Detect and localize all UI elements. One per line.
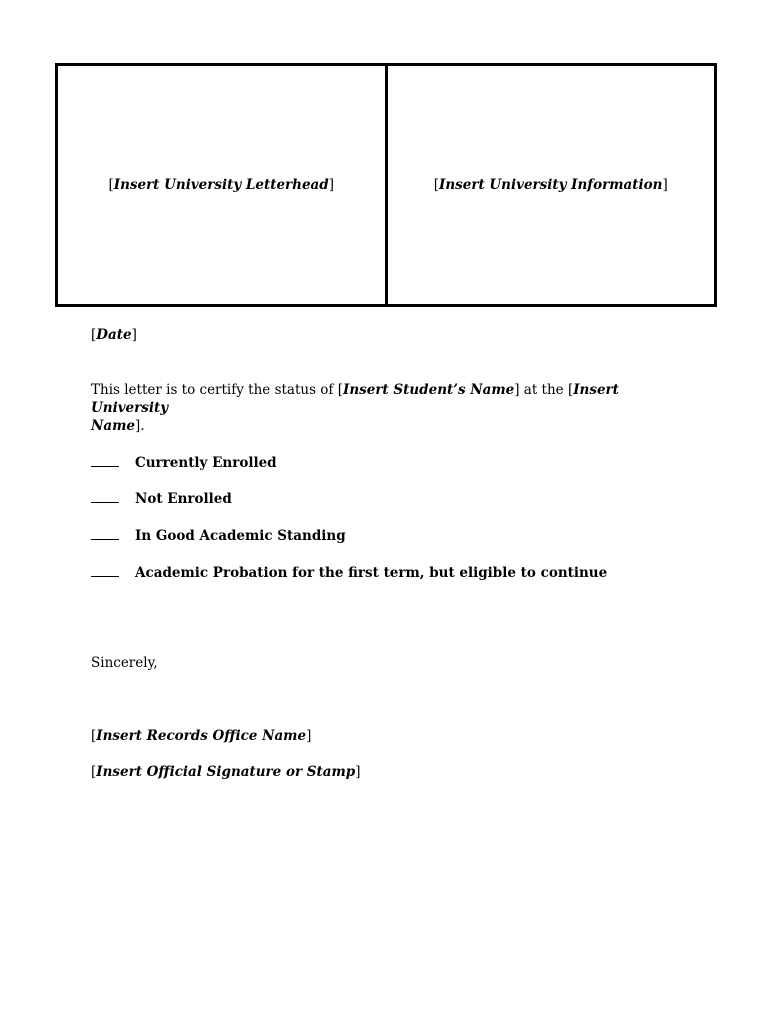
bracket-open: [ [91,728,97,744]
letterhead-placeholder: Insert University Letterhead [113,177,329,193]
status-option-label: Currently Enrolled [135,455,277,471]
records-office-placeholder: Insert Records Office Name [96,728,307,744]
signature-line [91,763,361,781]
status-option-label: In Good Academic Standing [135,528,346,544]
bracket-open: [ [108,177,114,193]
university-name-placeholder-line2: Name [91,418,135,434]
status-option-good-standing [91,527,346,544]
certify-suffix: ]. [134,418,145,434]
check-blank[interactable] [91,454,119,467]
date-placeholder: Date [96,327,132,343]
bracket-open: [ [91,764,97,780]
status-option-academic-probation [91,564,607,581]
bracket-close: ] [662,177,668,193]
university-name-placeholder-line1: Insert University [91,382,619,416]
status-option-label: Not Enrolled [135,491,232,507]
letterhead-table [55,63,717,307]
university-info-cell [388,66,715,304]
bracket-open: [ [91,327,97,343]
bracket-close: ] [355,764,361,780]
check-blank[interactable] [91,490,119,503]
status-option-currently-enrolled [91,454,277,471]
status-option-not-enrolled [91,490,232,507]
certify-prefix: This letter is to certify the status of [ [91,382,343,398]
check-blank[interactable] [91,564,119,577]
bracket-open: [ [433,177,440,193]
closing-text: Sincerely, [91,655,158,671]
letterhead-cell [58,66,388,304]
student-name-placeholder: Insert Student’s Name [343,382,515,398]
university-info-placeholder: Insert University Information [439,177,663,193]
bracket-close: ] [306,728,312,744]
date-line [91,326,137,344]
check-blank[interactable] [91,527,119,540]
certify-paragraph [91,381,651,435]
bracket-close: ] [131,327,137,343]
status-option-label: Academic Probation for the first term, but eligible to continue [135,565,608,581]
certify-middle: ] at the [ [514,382,574,398]
records-office-line [91,727,311,745]
signature-placeholder: Insert Official Signature or Stamp [96,764,356,780]
bracket-close: ] [328,177,335,193]
